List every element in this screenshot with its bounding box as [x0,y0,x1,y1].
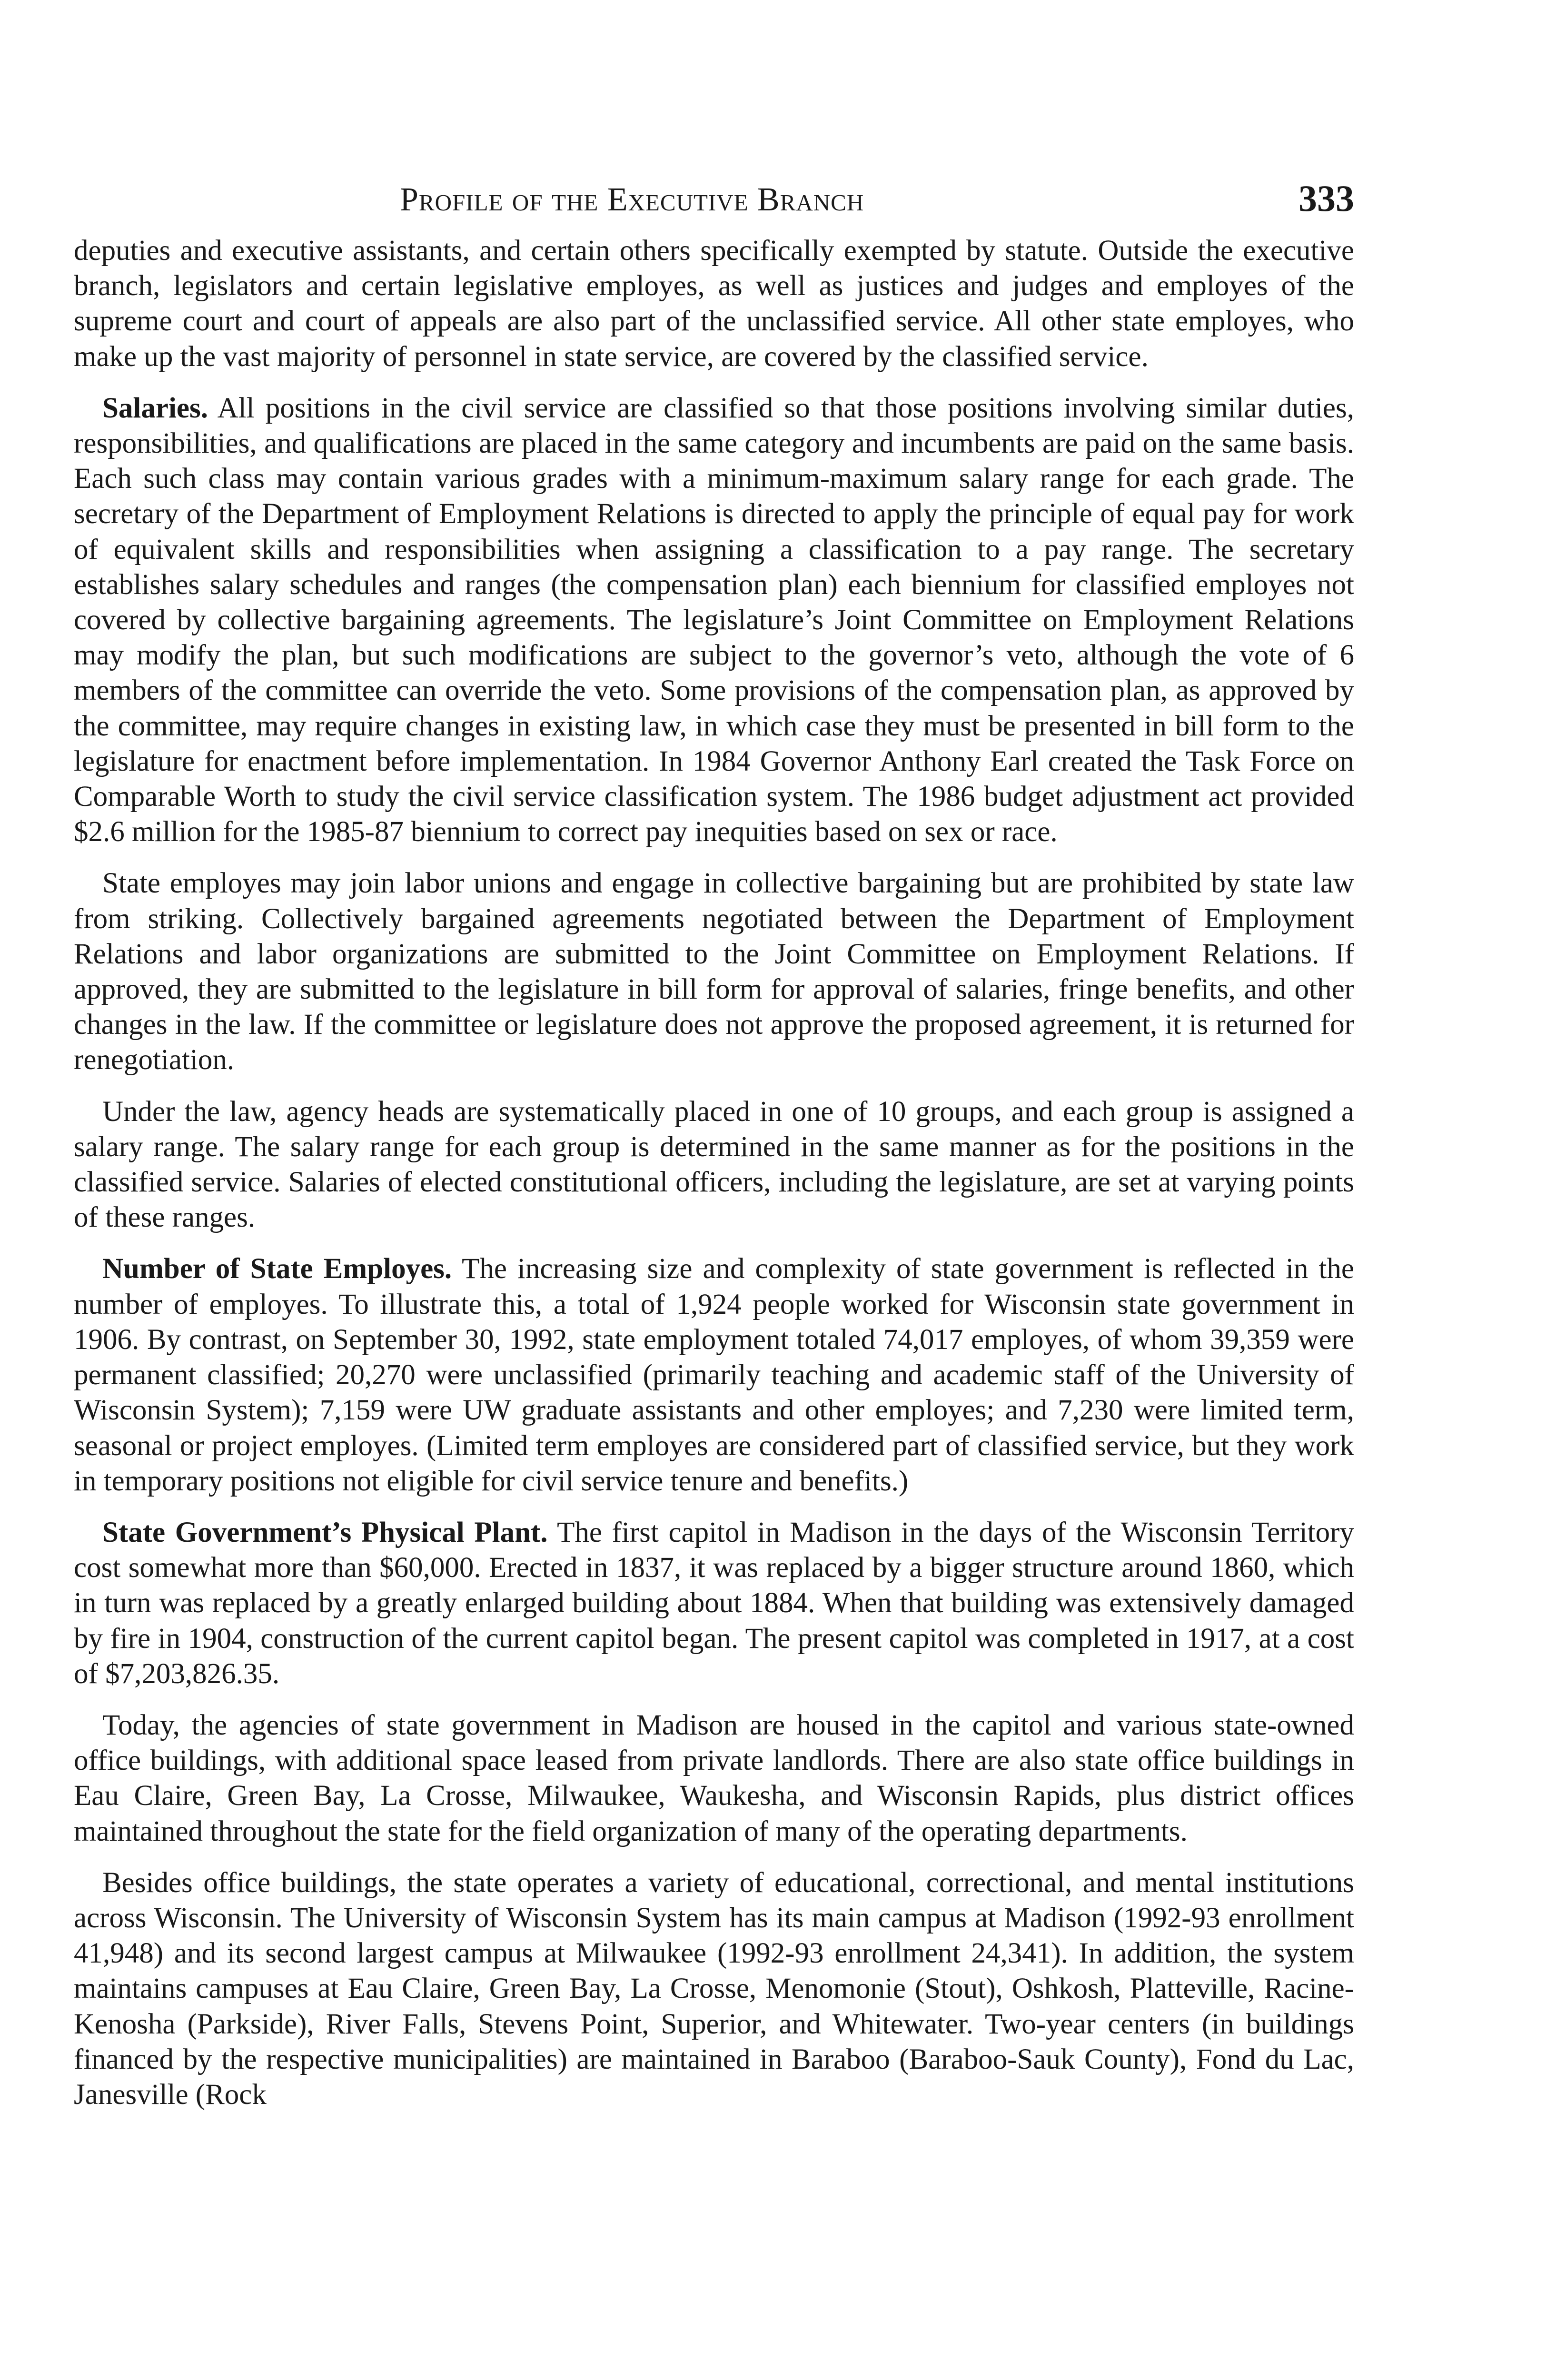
paragraph-text: The first capitol in Madison in the days of the Wisconsin Territory cost somewhat more than $60,000. Erected in 1837, it was replaced by a bigger structure around 1860, which in turn was replaced by a greatly enlarged building about 1884. When that building was extensively damaged by fire in 1904, construction of the current capitol began. The present capitol was completed in 1917, at a cost of $7,203,826.35. [74,1516,1354,1690]
running-title: Profile of the Executive Branch [400,181,864,218]
paragraph-collective-bargaining [74,866,1354,1078]
document-page [74,176,1354,2129]
page-number: 333 [1298,178,1354,219]
paragraph-office-buildings [74,1708,1354,1849]
paragraph-institutions [74,1865,1354,2112]
paragraph-number-of-employes [74,1251,1354,1498]
body-text [74,233,1354,2112]
section-heading-physical-plant: State Government’s Physical Plant. [102,1516,548,1548]
section-heading-number-of-employes: Number of State Employes. [102,1253,452,1285]
paragraph-agency-heads [74,1094,1354,1236]
paragraph-salaries [74,391,1354,850]
paragraph-text: The increasing size and complexity of state government is reflected in the number of employes. To illustrate this, a total of 1,924 people worked for Wisconsin state government in 1906. By contrast, on September 30, 1992, state employment totaled 74,017 employes, of whom 39,359 were permanent classified; 20,270 were unclassified (primarily teaching and academic staff of the University of Wisconsin System); 7,159 were UW graduate assistants and other employes; and 7,230 were limited term, seasonal or project employes. (Limited term employes are considered part of classified service, but they work in temporary positions not eligible for civil service tenure and benefits.) [74,1253,1354,1497]
section-heading-salaries: Salaries. [102,392,208,424]
paragraph-text: State employes may join labor unions and engage in collective bargaining but are prohibited by state law from striking. Collectively bargained agreements negotiated between the Department of Employment Relations and labor organizations are submitted to the Joint Committee on Employment Relations. If approved, they are submitted to the legislature in bill form for approval of salaries, fringe benefits, and other changes in the law. If the committee or legislature does not approve the proposed agreement, it is returned for renegotiation. [74,867,1354,1076]
paragraph-physical-plant [74,1515,1354,1692]
paragraph-text: All positions in the civil service are classified so that those positions involving similar duties, responsibilities, and qualifications are placed in the same category and incumbents are paid on the same basis. Each such class may contain various grades with a minimum-maximum salary range for each grade. The secretary of the Department of Employment Relations is directed to apply the principle of equal pay for work of equivalent skills and responsibilities when assigning a classification to a pay range. The secretary establishes salary schedules and ranges (the compensation plan) each biennium for classified employes not covered by collective bargaining agreements. The legislature’s Joint Committee on Employment Relations may modify the plan, but such modifications are subject to the governor’s veto, although the vote of 6 members of the committee can override the veto. Some provisions of the compensation plan, as approved by the committee, may require changes in existing law, in which case they must be presented in bill form to the legislature for enactment before implementation. In 1984 Governor Anthony Earl created the Task Force on Comparable Worth to study the civil service classification system. The 1986 budget adjustment act provided $2.6 million for the 1985-87 biennium to correct pay inequities based on sex or race. [74,392,1354,848]
paragraph-unclassified-service [74,233,1354,375]
paragraph-text: Besides office buildings, the state operates a variety of educational, correctional, and mental institutions across Wisconsin. The University of Wisconsin System has its main campus at Madison (1992-93 enrollment 41,948) and its second largest campus at Milwaukee (1992-93 enrollment 24,341). In addition, the system maintains campuses at Eau Claire, Green Bay, La Crosse, Menomonie (Stout), Oshkosh, Platteville, Racine-Kenosha (Parkside), River Falls, Stevens Point, Superior, and Whitewater. Two-year centers (in buildings financed by the respective municipalities) are maintained in Baraboo (Baraboo-Sauk County), Fond du Lac, Janesville (Rock [74,1866,1354,2111]
paragraph-text: Under the law, agency heads are systematically placed in one of 10 groups, and each group is assigned a salary range. The salary range for each group is determined in the same manner as for the positions in the classified service. Salaries of elected constitutional officers, including the legislature, are set at varying points of these ranges. [74,1095,1354,1234]
paragraph-text: deputies and executive assistants, and certain others specifically exempted by statute. Outside the executive branch, legislators and certain legislative employes, as well as justices and judges and employes of the supreme court and court of appeals are also part of the unclassified service. All other state employes, who make up the vast majority of personnel in state service, are covered by the classified service. [74,235,1354,373]
running-head [74,176,1354,233]
paragraph-text: Today, the agencies of state government in Madison are housed in the capitol and various state-owned office buildings, with additional space leased from private landlords. There are also state office buildings in Eau Claire, Green Bay, La Crosse, Milwaukee, Waukesha, and Wisconsin Rapids, plus district offices maintained throughout the state for the field organization of many of the operating departments. [74,1709,1354,1847]
